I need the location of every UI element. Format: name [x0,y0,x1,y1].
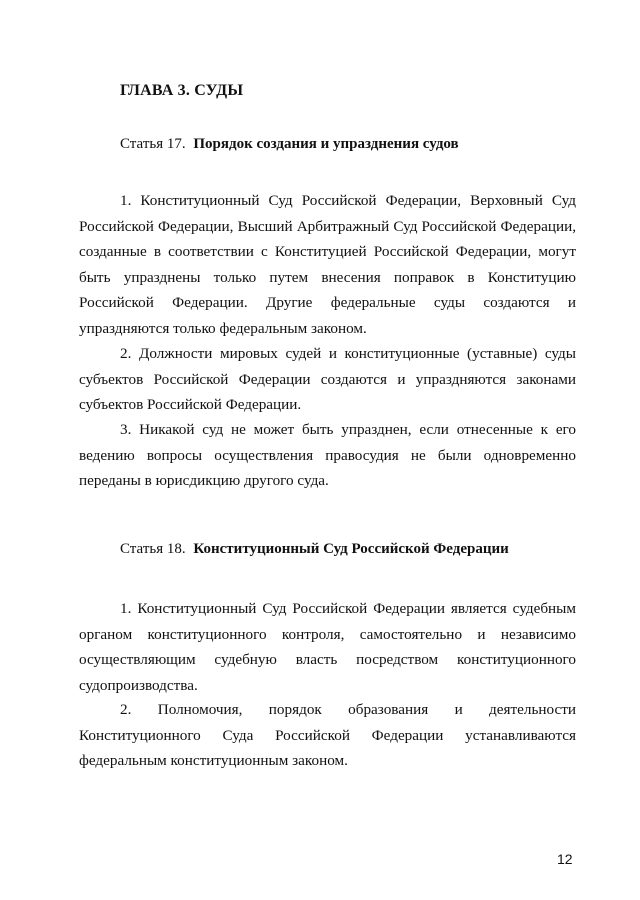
article-18-label: Статья 18. [120,541,186,557]
article-18-paragraph-2: 2. Полномочия, порядок образования и деятельности Конституционного Суда Российской Федерации устанавливаются федеральным конституционным законом. [79,701,576,769]
page-number: 12 [557,851,573,867]
article-17-paragraph-3: 3. Никакой суд не может быть упразднен, если отнесенные к его ведению вопросы осуществления правосудия не были одновременно переданы в юрисдикцию другого суда. [79,421,576,489]
article-17-paragraph-2: 2. Должности мировых судей и конституционные (уставные) суды субъектов Российской Федерации создаются и упраздняются законами субъектов Российской Федерации. [79,345,576,413]
article-17-paragraph-1: 1. Конституционный Суд Российской Федерации, Верховный Суд Российской Федерации, Высший Арбитражный Суд Российской Федерации, созданные в соответствии с Конституцией Российской Федерации, могут быть упразднены только путем внесения поправок в Конституцию Российской Федерации. Другие федеральные суды создаются и упраздняются только федеральным законом. [79,192,576,337]
chapter-title: ГЛАВА 3. СУДЫ [120,82,244,99]
article-18-paragraph-1: 1. Конституционный Суд Российской Федерации является судебным органом конституционного контроля, самостоятельно и независимо осуществляющим судебную власть посредством конституционного судопроизводства. [79,600,576,694]
article-18-heading [120,541,509,558]
article-17-label: Статья 17. [120,136,186,152]
article-17-title: Порядок создания и упразднения судов [193,136,459,152]
article-17-heading [120,136,459,153]
article-18-title: Конституционный Суд Российской Федерации [193,541,509,557]
